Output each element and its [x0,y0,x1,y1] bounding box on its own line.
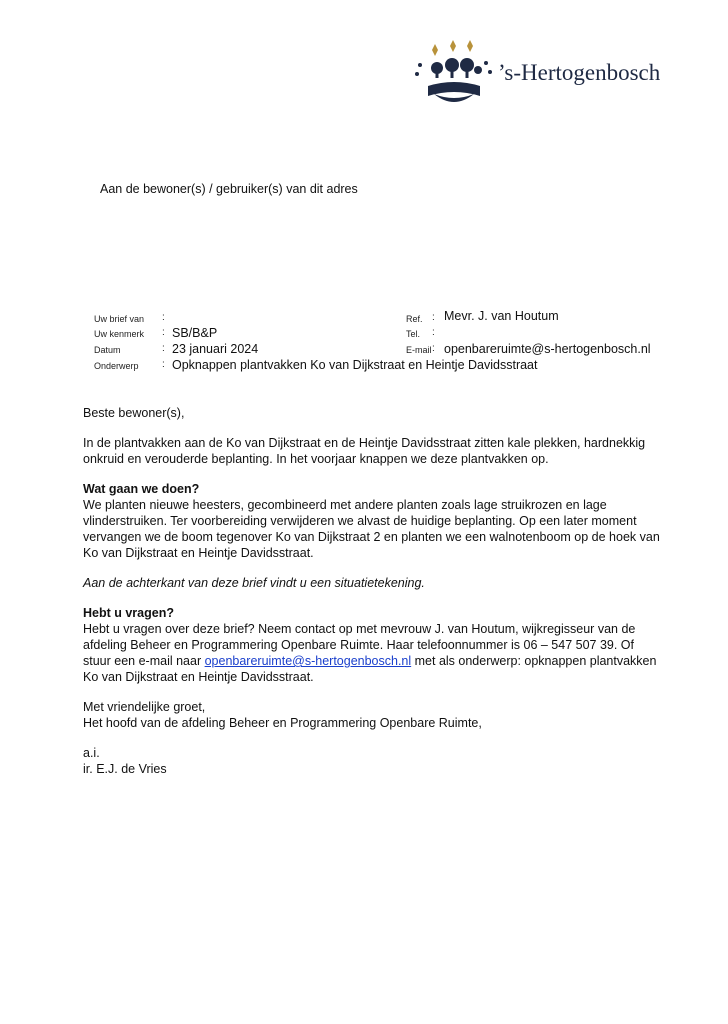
section-paragraph-plans: We planten nieuwe heesters, gecombineerd met andere planten zoals lage struikrozen en lage vlinderstruiken. Ter voorbereiding verwijderen we alvast de huidige beplanting. Op een later moment vervangen we de boom tegenover Ko van Dijkstraat 2 en planten we een walnotenboom op de hoek van Ko van Dijkstraat en Heintje Davidsstraat. [83,498,660,560]
meta-label: Ref. [406,314,423,324]
closing-greeting: Met vriendelijke groet, [83,700,206,714]
meta-value: Opknappen plantvakken Ko van Dijkstraat en Heintje Davidsstraat [172,358,538,372]
meta-label: E-mail [406,345,432,355]
meta-value: Mevr. J. van Houtum [444,309,559,323]
municipality-logo [414,38,659,112]
section-title-wat-gaan-we-doen: Wat gaan we doen? [83,482,200,496]
email-link[interactable]: openbareruimte@s-hertogenbosch.nl [204,654,412,668]
meta-value: 23 januari 2024 [172,342,259,356]
meta-value: SB/B&P [172,326,218,340]
closing-title: Het hoofd van de afdeling Beheer en Programmering Openbare Ruimte, [83,716,482,730]
meta-label: Uw brief van [94,314,145,324]
signature-name: ir. E.J. de Vries [83,762,167,776]
municipality-name: ’s-Hertogenbosch [498,60,661,85]
crown-emblem-icon [414,38,496,112]
meta-label: Datum [94,345,121,355]
meta-label: Uw kenmerk [94,329,145,339]
greeting: Beste bewoner(s), [83,406,185,420]
section-title-vragen: Hebt u vragen? [83,606,174,620]
recipient-address: Aan de bewoner(s) / gebruiker(s) van dit adres [100,182,358,196]
situation-drawing-note: Aan de achterkant van deze brief vindt u een situatietekening. [83,576,425,590]
meta-label: Tel. [406,329,421,339]
signature-block [83,699,663,777]
intro-paragraph: In de plantvakken aan de Ko van Dijkstraat en de Heintje Davidsstraat zitten kale plekken, hardnekkig onkruid en verouderde beplanting. In het voorjaar knappen we deze plantvakken op. [83,436,646,466]
section-paragraph-contact: Hebt u vragen over deze brief? Neem contact op met mevrouw J. van Houtum, wijkregisseur van de afdeling Beheer en Programmering Openbare Ruimte. Haar telefoonnummer is 06 – 547 507 39. Of stuur een e-mail naar openbareruimte@s-hertogenbosch.nl met als onderwerp: opknappen plantvakken Ko van Dijkstraat en Heintje Davidsstraat. [83,622,657,684]
signature-ai: a.i. [83,746,100,760]
letter-body [83,405,663,777]
meta-value: openbareruimte@s-hertogenbosch.nl [444,342,651,356]
meta-label: Onderwerp [94,361,139,371]
